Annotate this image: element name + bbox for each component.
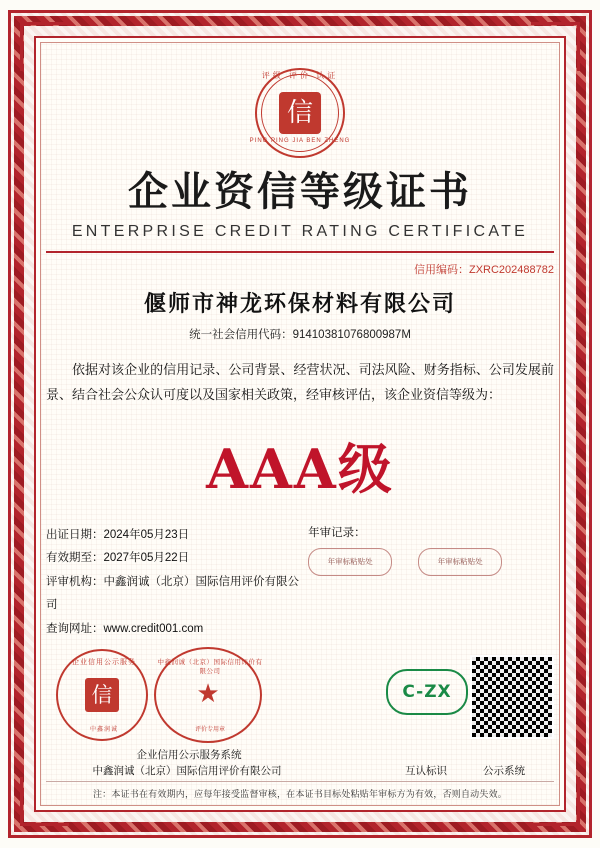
seal-round-top-text: 企业信用公示服务 (72, 659, 136, 667)
seal-area (46, 647, 554, 744)
certificate-content (46, 48, 554, 800)
seal-round-bottom-text: 中鑫润诚 (89, 727, 118, 734)
issue-details (46, 524, 308, 642)
seal-oval-bottom-text: 评价专用章 (194, 727, 225, 734)
annual-sticker-slot: 年审标粘贴处 (308, 548, 392, 576)
annual-review-block (308, 524, 554, 576)
body-text-content: 依据对该企业的信用记录、公司背景、经营状况、司法风险、财务指标、公司发展前景、结合社会公众认可度以及国家相关政策，经审核评估，该企业资信等级为： (46, 362, 554, 404)
seal-captions (46, 747, 554, 775)
seal-oval-top-text: 中鑫润诚（北京）国际信用评价有限公司 (157, 659, 263, 676)
annual-sticker-row (308, 548, 554, 576)
emblem-pinyin-text: PING PING JIA BEN ZHENG (249, 138, 351, 145)
emblem-top-text: 评级 评价 认证 (261, 71, 339, 80)
qr-code-icon[interactable] (470, 655, 554, 739)
certificate-title-cn: 企业资信等级证书 (128, 169, 472, 216)
company-usci: 统一社会信用代码：91410381076800987M (189, 328, 411, 341)
credit-grade: AAA级 (206, 436, 394, 501)
valid-until: 有效期至：2027年05月22日 (46, 552, 190, 565)
caption-assessor-company: 中鑫润诚（北京）国际信用评价有限公司 (92, 764, 282, 777)
mutual-recognition-badge-icon: C-ZX (386, 669, 468, 715)
caption-mutual-mark: 互认标识 (405, 764, 447, 777)
caption-public-system: 公示系统 (483, 764, 525, 777)
star-icon: ★ (196, 678, 220, 709)
certificate-info (46, 524, 554, 642)
credit-emblem-icon (244, 68, 356, 145)
issue-date: 出证日期：2024年05月23日 (46, 528, 190, 541)
certificate-title-en: ENTERPRISE CREDIT RATING CERTIFICATE (71, 223, 529, 241)
company-official-seal-icon (154, 647, 262, 743)
company-name: 偃师市神龙环保材料有限公司 (143, 291, 456, 317)
annual-sticker-slot: 年审标粘贴处 (418, 548, 502, 576)
title-divider (46, 251, 554, 253)
public-service-seal-icon (56, 649, 148, 741)
certificate-footnote: 注：本证书在有效期内，应每年接受监督审核，在本证书目标处粘贴年审标方为有效，否则自动失效。 (46, 781, 554, 800)
certificate-body-text (46, 358, 554, 409)
annual-review-title: 年审记录： (308, 526, 366, 539)
caption-public-service-system: 企业信用公示服务系统 (136, 748, 242, 761)
credit-code: 信用编码：ZXRC202488782 (413, 263, 554, 276)
assessor-org: 评审机构：中鑫润诚（北京）国际信用评价有限公司 (46, 575, 299, 612)
seal-round-glyph: 信 (85, 678, 119, 712)
query-website: 查询网址：www.credit001.com (46, 622, 204, 635)
emblem-core-glyph: 信 (279, 92, 321, 134)
